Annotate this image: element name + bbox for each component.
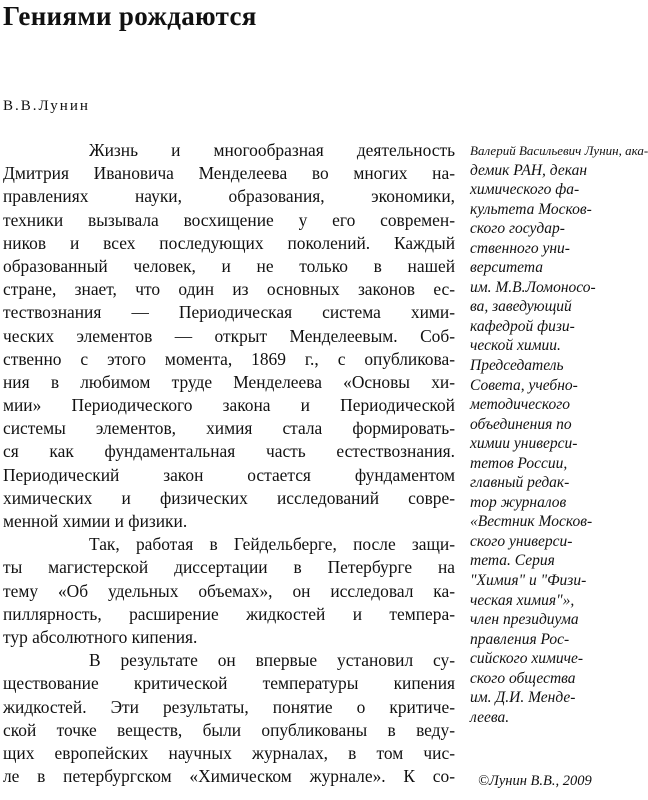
sidebar-text-line: методического: [470, 396, 571, 414]
sidebar-text-line: им. Д.И. Менде-: [470, 689, 576, 707]
body-text-line: мии» Периодического закона и Периодической: [3, 395, 455, 416]
body-text-line: щих европейских научных журналах, в том чис-: [3, 742, 455, 763]
body-text-line: менной химии и физики.: [3, 511, 188, 531]
sidebar-text-line: правления Рос-: [470, 630, 570, 648]
sidebar-text-line: демик РАН, декан: [470, 161, 588, 179]
body-text-line: Дмитрия Ивановича Менделеева во многих на-: [3, 163, 455, 184]
sidebar-text-line: ва, заведующий: [470, 298, 572, 316]
sidebar-text-line: "Химия" и "Физи-: [470, 572, 587, 590]
sidebar-text-line: главный редак-: [470, 474, 570, 492]
sidebar-text-line: ческая химия"»,: [470, 591, 575, 609]
body-text-line: ся как фундаментальная часть естествознания.: [3, 441, 455, 462]
sidebar-text-line: Совета, учебно-: [470, 376, 578, 394]
body-text-line: В результате он впервые установил су-: [89, 650, 455, 671]
sidebar-text-line: тор журналов: [470, 493, 567, 511]
sidebar-text-line: Председатель: [470, 357, 564, 375]
body-text-line: ческих элементов — открыт Менделеевым. Соб-: [3, 325, 455, 346]
body-text-line: пиллярность, расширение жидкостей и темпера-: [3, 603, 455, 624]
sidebar-text-line: культета Москов-: [470, 200, 592, 218]
body-text-line: Периодический закон остается фундаментом: [3, 464, 455, 485]
sidebar-text-line: кафедрой физи-: [470, 317, 575, 335]
body-text-line: ществование критической температуры кипения: [3, 673, 455, 694]
sidebar-text-line: тетов России,: [470, 454, 568, 472]
body-text-line: системы элементов, химия стала формировать-: [3, 418, 455, 439]
body-text-line: тествознания — Периодическая система хими-: [3, 302, 455, 323]
author-byline: В.В.Лунин: [3, 98, 90, 114]
body-text-line: образованный человек, и не только в нашей: [3, 255, 455, 276]
sidebar-text-line: объединения по: [470, 415, 572, 433]
sidebar-text-line: верситета: [470, 259, 543, 277]
sidebar-text-line: ственного уни-: [470, 239, 570, 257]
body-text-line: ния в любимом труде Менделеева «Основы хи-: [3, 371, 455, 392]
body-text-line: Жизнь и многообразная деятельность: [89, 140, 455, 160]
body-text-line: ственно с этого момента, 1869 г., с опубликова-: [3, 348, 455, 369]
body-text-line: Так, работая в Гейдельберге, после защи-: [89, 534, 455, 555]
body-text-line: жидкостей. Эти результаты, понятие о критиче-: [3, 696, 455, 717]
article-body: [3, 139, 455, 788]
sidebar-text-line: член президиума: [470, 611, 579, 629]
sidebar-text-line: Валерий Васильевич Лунин, ака-: [470, 143, 648, 158]
body-text-line: тему «Об удельных объемах», он исследовал ка-: [3, 580, 455, 601]
sidebar-text-line: сийского химиче-: [470, 650, 584, 668]
sidebar-text-line: химии универси-: [470, 435, 578, 453]
sidebar-text-line: ского общества: [470, 669, 576, 687]
body-text-line: ты магистерской диссертации в Петербурге на: [3, 557, 455, 578]
body-text-line: ников и всех последующих поколений. Каждый: [3, 232, 455, 253]
sidebar-text-line: тета. Серия: [470, 552, 555, 570]
sidebar-text-line: леева.: [470, 708, 510, 726]
sidebar-text-line: химического фа-: [470, 181, 580, 199]
body-text-line: стране, знает, что один из основных законов ес-: [3, 279, 455, 300]
sidebar-text-line: «Вестник Москов-: [470, 513, 593, 531]
body-text-line: правлениях науки, образования, экономики,: [3, 186, 455, 207]
body-text-line: ской точке веществ, были опубликованы в веду-: [3, 719, 455, 740]
sidebar-text-line: им. М.В.Ломоносо-: [470, 278, 596, 296]
body-text-line: тур абсолютного кипения.: [3, 626, 198, 647]
body-text-line: техники вызывала восхищение у его современ-: [3, 209, 455, 230]
article-title: Гениями рождаются: [3, 1, 257, 31]
sidebar-text-line: ского универси-: [470, 532, 573, 550]
copyright-notice: ©Лунин В.В., 2009: [478, 773, 592, 789]
body-text-line: химических и физических исследований совре-: [3, 487, 455, 508]
sidebar-text-line: ческой химии.: [470, 337, 561, 355]
sidebar-text-line: ского государ-: [470, 220, 565, 238]
body-text-line: ле в петербургском «Химическом журнале». К со-: [3, 766, 455, 787]
author-bio-sidebar: [470, 141, 648, 727]
